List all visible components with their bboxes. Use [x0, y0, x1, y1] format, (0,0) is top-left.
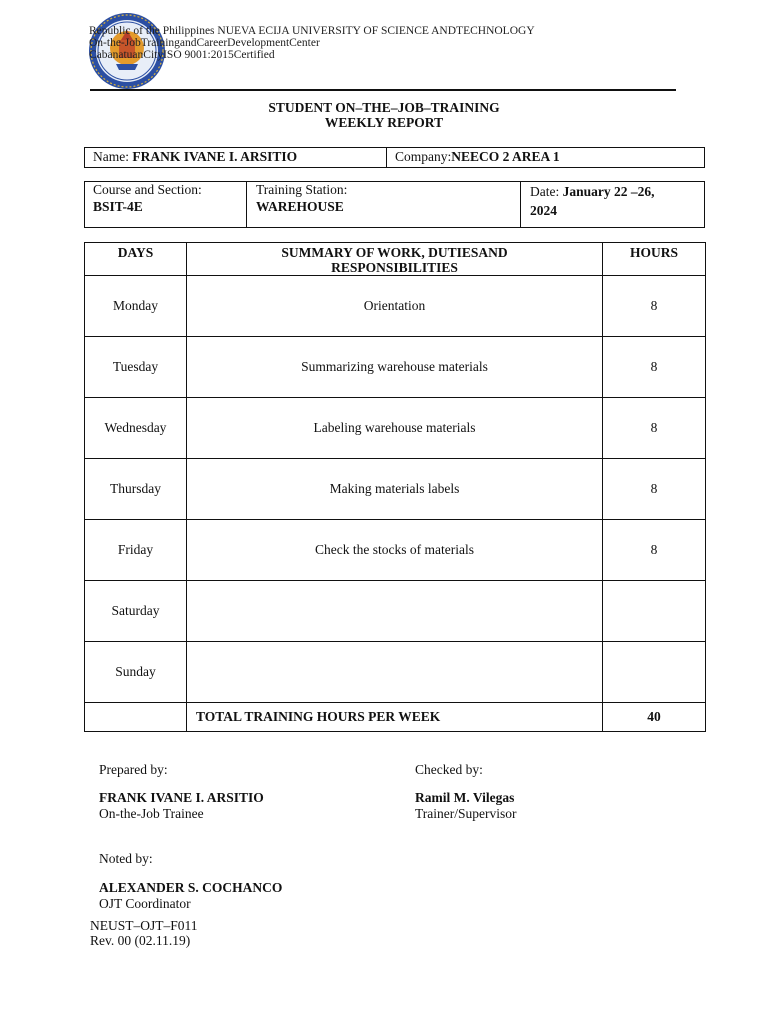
hours-cell: 8: [603, 276, 706, 337]
table-row: [85, 459, 706, 520]
summary-cell: Orientation: [187, 276, 603, 337]
hours-cell: 8: [603, 398, 706, 459]
noted-by-label: Noted by:: [99, 851, 153, 866]
header-line-1: Republic of the Philippines NUEVA ECIJA UNIVERSITY OF SCIENCE ANDTECHNOLOGY: [89, 25, 535, 37]
summary-cell: Summarizing warehouse materials: [187, 337, 603, 398]
prepared-by-name: FRANK IVANE I. ARSITIO: [99, 790, 264, 805]
station-date-divider: [520, 181, 521, 228]
summary-cell: Check the stocks of materials: [187, 520, 603, 581]
hours-header: HOURS: [603, 243, 706, 276]
hours-cell: 8: [603, 520, 706, 581]
table-header-row: [85, 243, 706, 276]
day-cell: Thursday: [85, 459, 187, 520]
summary-cell: Making materials labels: [187, 459, 603, 520]
total-empty-cell: [85, 703, 187, 732]
summary-cell: Labeling warehouse materials: [187, 398, 603, 459]
date-field: [530, 182, 655, 220]
noted-by-role: OJT Coordinator: [99, 896, 191, 911]
prepared-by-block: [99, 790, 264, 822]
checked-by-role: Trainer/Supervisor: [415, 806, 517, 821]
header-line-3: CabanatuanCityISO 9001:2015Certified: [89, 49, 275, 61]
name-value: FRANK IVANE I. ARSITIO: [132, 149, 298, 164]
name-company-divider: [386, 147, 387, 168]
total-row: [85, 703, 706, 732]
day-cell: Friday: [85, 520, 187, 581]
course-field: [93, 181, 202, 215]
summary-header-line-2: RESPONSIBILITIES: [331, 260, 458, 275]
checked-by-label: Checked by:: [415, 762, 483, 777]
table-row: [85, 642, 706, 703]
station-field: [256, 181, 347, 215]
report-title-line-1: STUDENT ON–THE–JOB–TRAINING: [268, 100, 500, 115]
prepared-by-role: On-the-Job Trainee: [99, 806, 204, 821]
prepared-by-label: Prepared by:: [99, 762, 168, 777]
company-label: Company:: [395, 149, 452, 164]
name-field: [93, 148, 297, 165]
course-station-divider: [246, 181, 247, 228]
weekly-report-table: [84, 242, 706, 732]
total-value: 40: [603, 703, 706, 732]
hours-cell: 8: [603, 337, 706, 398]
noted-by-block: [99, 880, 282, 912]
hours-cell: [603, 581, 706, 642]
date-value-line-1: January 22 –26,: [562, 184, 655, 199]
checked-by-name: Ramil M. Vilegas: [415, 790, 515, 805]
summary-header: [187, 243, 603, 276]
hours-cell: [603, 642, 706, 703]
table-row: [85, 398, 706, 459]
station-value: WAREHOUSE: [256, 199, 344, 214]
company-value: NEECO 2 AREA 1: [451, 149, 560, 164]
table-row: [85, 581, 706, 642]
form-footer: [90, 918, 198, 948]
header-divider: [90, 89, 676, 91]
day-cell: Monday: [85, 276, 187, 337]
company-field: [395, 148, 560, 165]
table-row: [85, 520, 706, 581]
table-row: [85, 276, 706, 337]
date-value-line-2: 2024: [530, 203, 557, 218]
noted-by-name: ALEXANDER S. COCHANCO: [99, 880, 283, 895]
checked-by-block: [415, 790, 517, 822]
summary-cell: [187, 581, 603, 642]
name-label: Name:: [93, 149, 129, 164]
station-label: Training Station:: [256, 182, 348, 197]
days-header: DAYS: [85, 243, 187, 276]
day-cell: Sunday: [85, 642, 187, 703]
table-row: [85, 337, 706, 398]
summary-cell: [187, 642, 603, 703]
day-cell: Saturday: [85, 581, 187, 642]
course-label: Course and Section:: [93, 182, 202, 197]
day-cell: Wednesday: [85, 398, 187, 459]
form-code: NEUST–OJT–F011: [90, 918, 198, 933]
course-value: BSIT-4E: [93, 199, 143, 214]
hours-cell: 8: [603, 459, 706, 520]
total-label: TOTAL TRAINING HOURS PER WEEK: [187, 703, 603, 732]
header-line-2: On-the-JobTrainingandCareerDevelopmentCenter: [89, 37, 320, 49]
report-title-line-2: WEEKLY REPORT: [324, 115, 444, 130]
day-cell: Tuesday: [85, 337, 187, 398]
form-revision: Rev. 00 (02.11.19): [90, 933, 191, 948]
document-header: [89, 25, 535, 61]
summary-header-line-1: SUMMARY OF WORK, DUTIESAND: [281, 245, 508, 260]
report-title: [0, 100, 768, 130]
date-label: Date:: [530, 184, 560, 199]
